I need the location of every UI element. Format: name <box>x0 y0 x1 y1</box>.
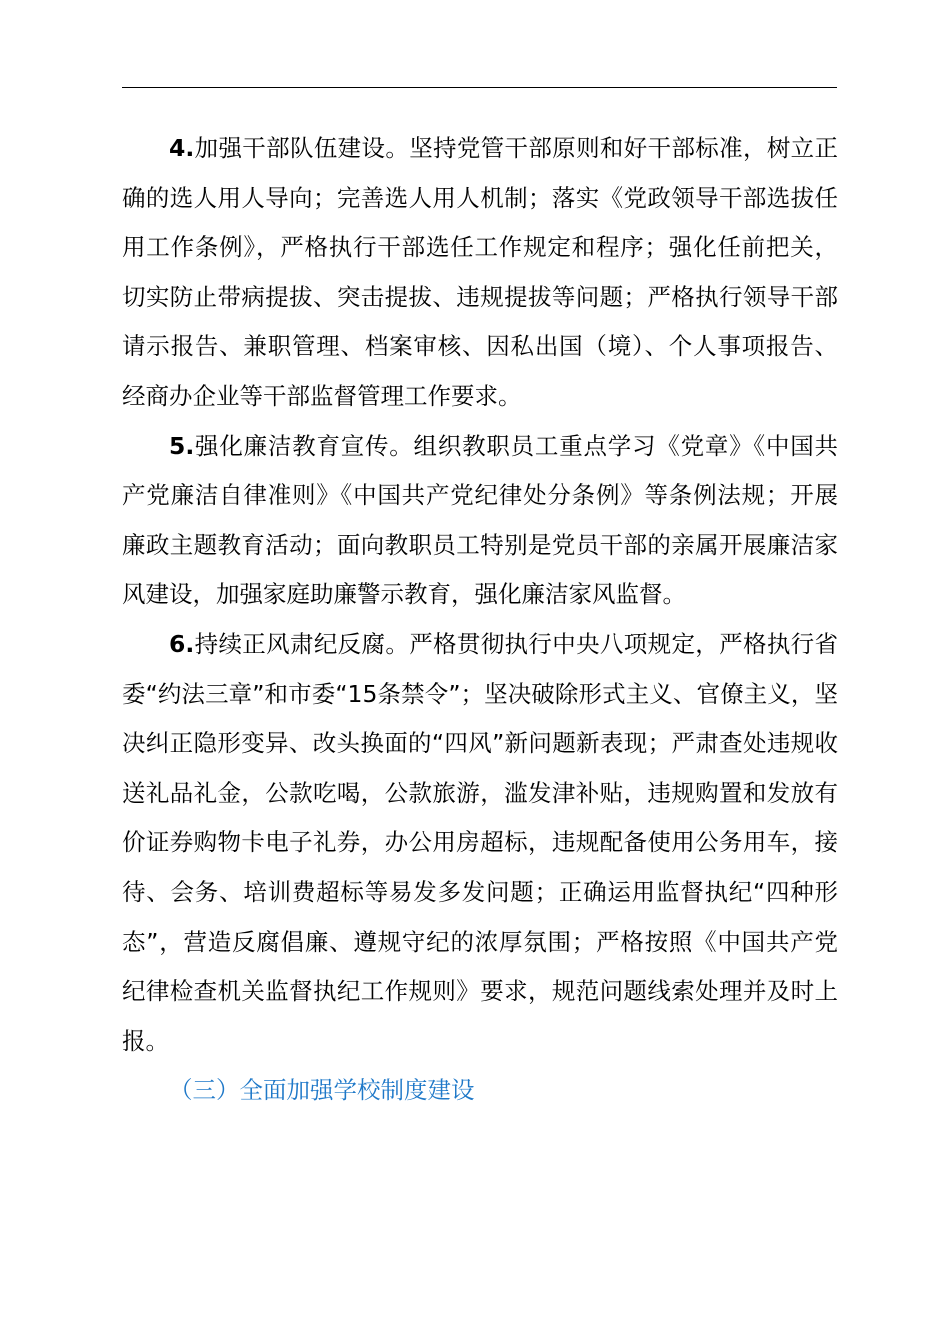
paragraph-text: 加强干部队伍建设。坚持党管干部原则和好干部标准，树立正确的选人用人导向；完善选人用人机制；落实《党政领导干部选拔任用工作条例》，严格执行干部选任工作规定和程序；强化任前把关，切实防止带病提拔、突击提拔、违规提拔等问题；严格执行领导干部请示报告、兼职管理、档案审核、因私出国（境）、个人事项报告、经商办企业等干部监督管理工作要求。 <box>122 134 838 410</box>
section-subheading <box>122 1066 838 1116</box>
document-body <box>122 124 838 1116</box>
subheading-text: （三）全面加强学校制度建设 <box>169 1076 475 1105</box>
item-number: 4. <box>169 134 195 162</box>
paragraph-text: 持续正风肃纪反腐。严格贯彻执行中央八项规定，严格执行省委“约法三章”和市委“15条禁令”；坚决破除形式主义、官僚主义，坚决纠正隐形变异、改头换面的“四风”新问题新表现；严肃查处违规收送礼品礼金，公款吃喝，公款旅游，滥发津补贴，违规购置和发放有价证券购物卡电子礼券，办公用房超标，违规配备使用公务用车，接待、会务、培训费超标等易发多发问题；正确运用监督执纪“四种形态”，营造反腐倡廉、遵规守纪的浓厚氛围；严格按照《中国共产党纪律检查机关监督执纪工作规则》要求，规范问题线索处理并及时上报。 <box>122 629 838 1055</box>
paragraph-4 <box>122 124 838 422</box>
paragraph-5 <box>122 422 838 620</box>
item-number: 6. <box>169 629 195 658</box>
item-number: 5. <box>169 431 195 460</box>
paragraph-text: 强化廉洁教育宣传。组织教职员工重点学习《党章》《中国共产党廉洁自律准则》《中国共产党纪律处分条例》等条例法规；开展廉政主题教育活动；面向教职员工特别是党员干部的亲属开展廉洁家风建设，加强家庭助廉警示教育，强化廉洁家风监督。 <box>122 431 838 609</box>
paragraph-6 <box>122 620 838 1066</box>
header-rule <box>122 87 837 88</box>
